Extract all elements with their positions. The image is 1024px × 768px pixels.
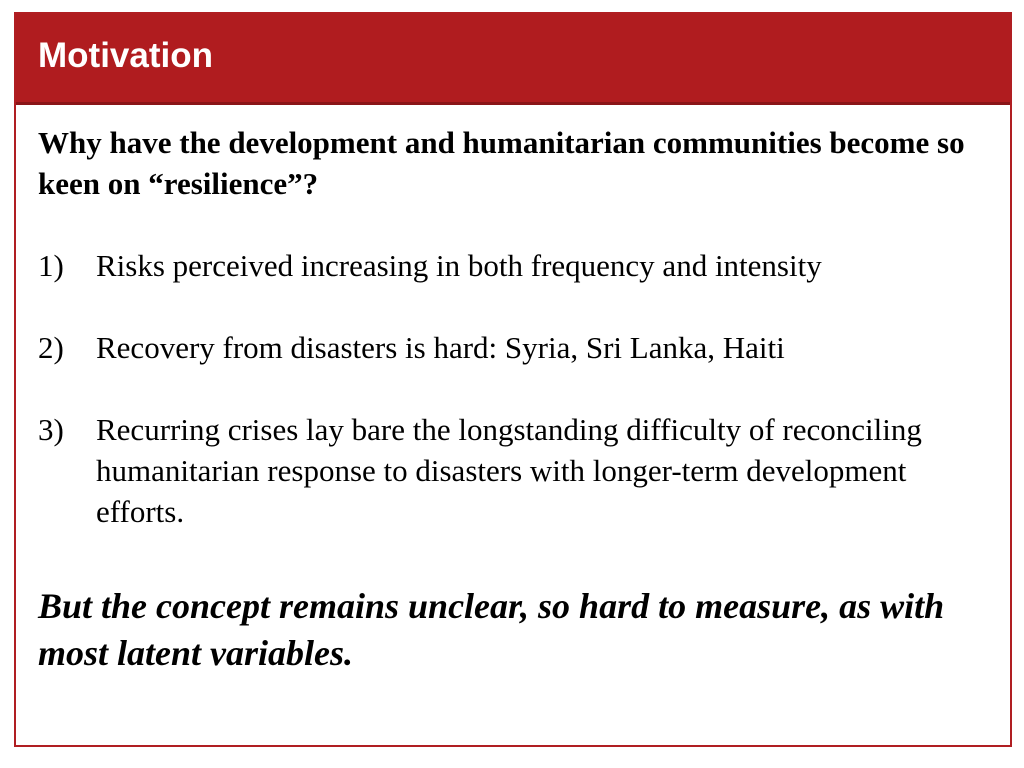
point-text: Recurring crises lay bare the longstanding difficulty of reconciling humanitarian response to disasters with longer-term development efforts. [96, 412, 922, 529]
slide-title: Motivation [38, 36, 213, 75]
list-item [38, 245, 998, 286]
point-number: 3) [38, 412, 64, 447]
list-item [38, 409, 998, 532]
point-number: 2) [38, 330, 64, 365]
slide-frame [14, 12, 1012, 747]
slide-body [38, 122, 998, 713]
point-text: Risks perceived increasing in both frequency and intensity [96, 248, 822, 283]
points-list [38, 245, 998, 532]
point-text: Recovery from disasters is hard: Syria, Sri Lanka, Haiti [96, 330, 785, 365]
point-number: 1) [38, 248, 64, 283]
title-bar [16, 14, 1010, 105]
question-heading: Why have the development and humanitarian communities become so keen on “resilience”? [38, 125, 965, 201]
list-item [38, 327, 998, 368]
conclusion-statement: But the concept remains unclear, so hard to measure, as with most latent variables. [38, 586, 945, 673]
